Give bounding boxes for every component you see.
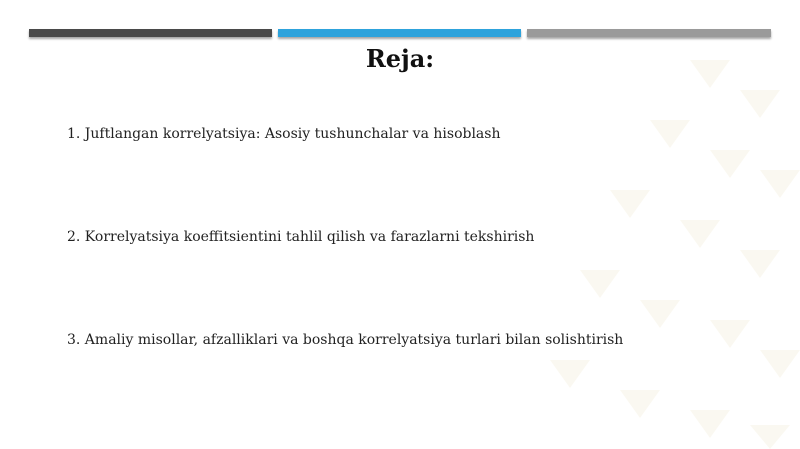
header-bar-dark — [29, 29, 272, 37]
slide-title: Reja: — [365, 44, 435, 73]
header-color-bars — [29, 29, 771, 39]
header-bar-gray — [527, 29, 771, 37]
plan-item-2: 2. Korrelyatsiya koeffitsientini tahlil qilish va farazlarni tekshirish — [67, 229, 535, 245]
plan-item-3: 3. Amaliy misollar, afzalliklari va boshqa korrelyatsiya turlari bilan solishtirish — [67, 332, 624, 348]
plan-item-1: 1. Juftlangan korrelyatsiya: Asosiy tushunchalar va hisoblash — [67, 126, 501, 142]
background-pattern — [540, 60, 800, 449]
header-bar-blue — [278, 29, 521, 37]
